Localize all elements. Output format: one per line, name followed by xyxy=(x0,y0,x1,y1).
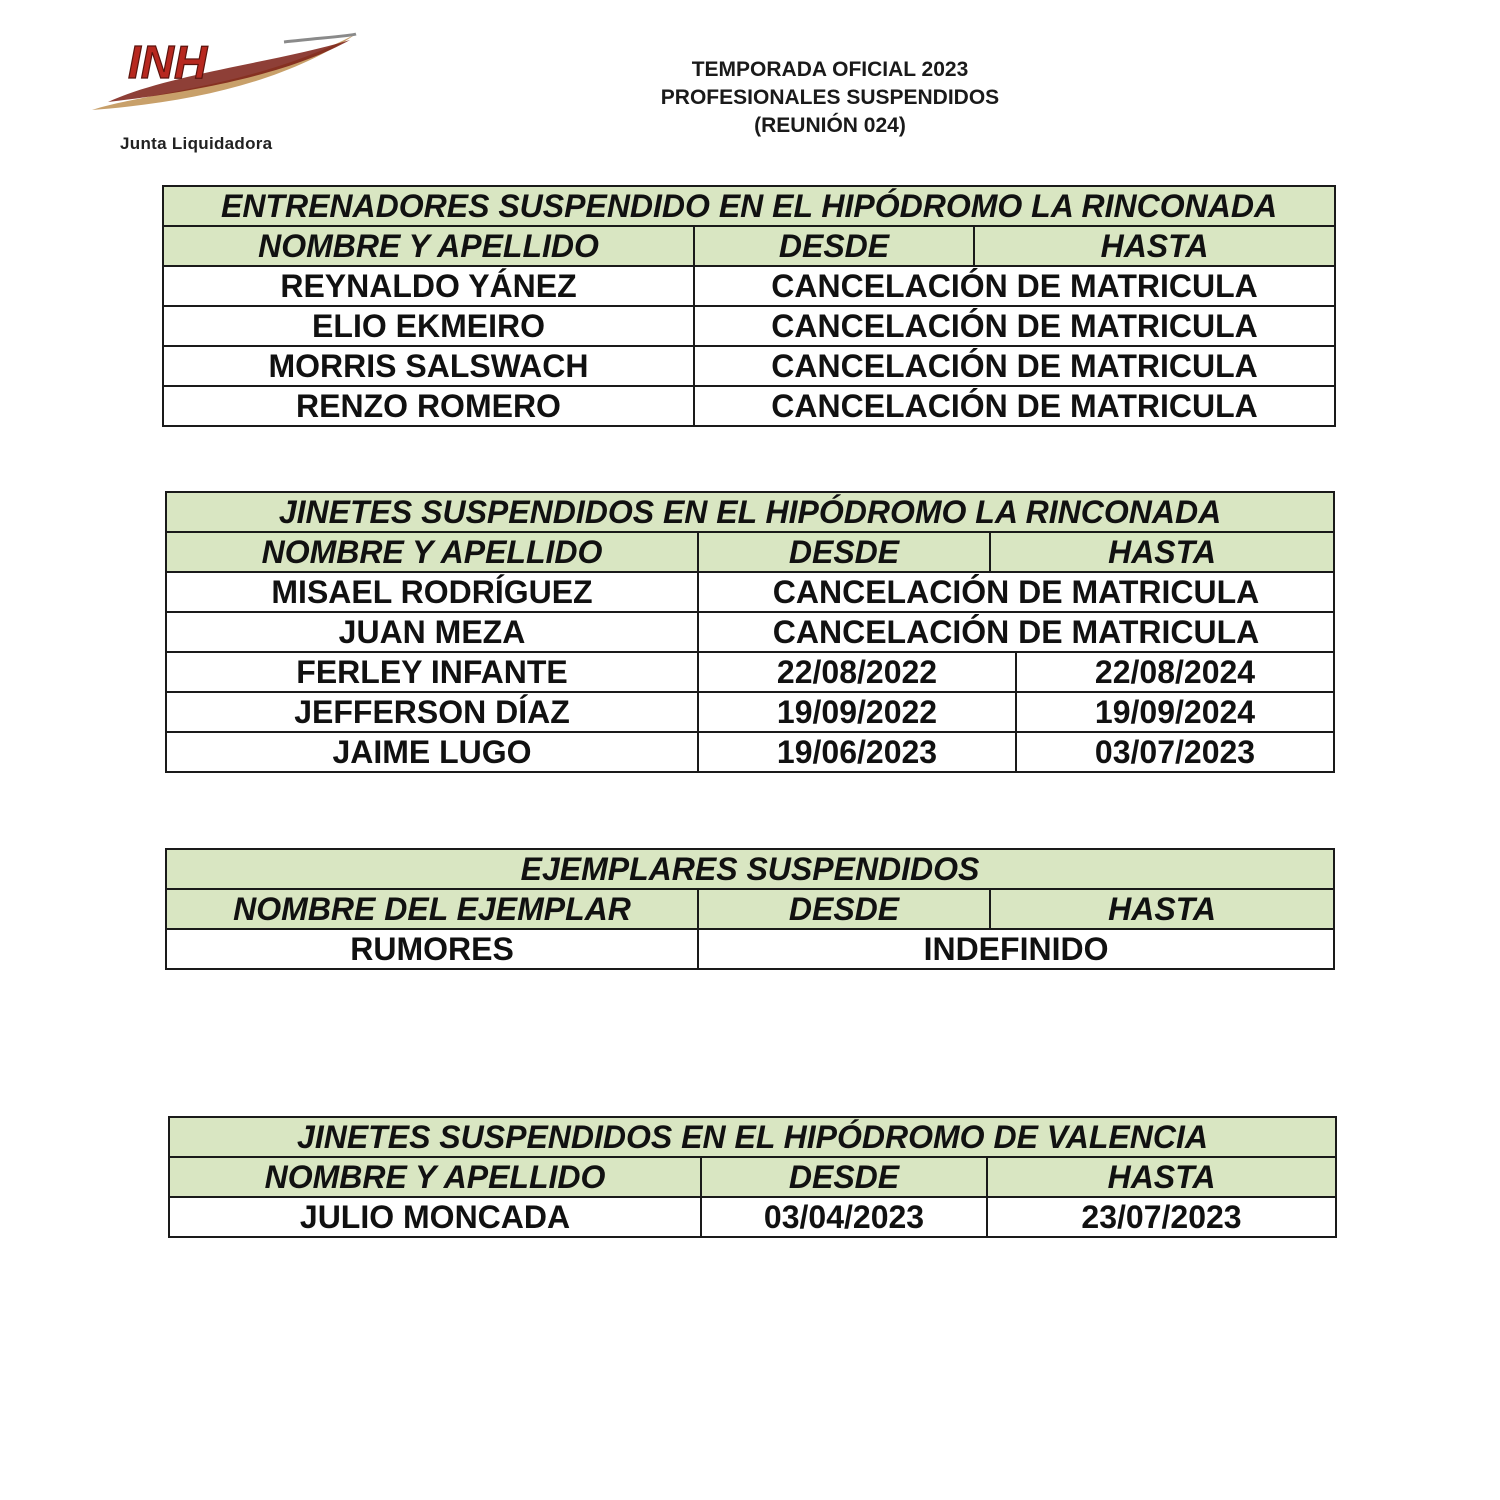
column-header-from: DESDE xyxy=(698,532,990,572)
table-row xyxy=(163,306,1335,346)
table-row xyxy=(166,572,1334,612)
name-cell: JEFFERSON DÍAZ xyxy=(166,692,698,732)
column-header-to: HASTA xyxy=(974,226,1335,266)
to-date-cell: 23/07/2023 xyxy=(987,1197,1336,1237)
table-title: ENTRENADORES SUSPENDIDO EN EL HIPÓDROMO LA RINCONADA xyxy=(163,186,1335,226)
inh-logo-icon xyxy=(88,22,360,122)
table-row xyxy=(166,612,1334,652)
from-date-cell: 19/09/2022 xyxy=(698,692,1016,732)
name-cell: REYNALDO YÁNEZ xyxy=(163,266,694,306)
table-row xyxy=(163,266,1335,306)
column-header-to: HASTA xyxy=(987,1157,1336,1197)
column-header-name: NOMBRE Y APELLIDO xyxy=(169,1157,701,1197)
column-header-to: HASTA xyxy=(990,532,1334,572)
table-row xyxy=(166,929,1334,969)
status-cell: CANCELACIÓN DE MATRICULA xyxy=(694,346,1335,386)
from-date-cell: 19/06/2023 xyxy=(698,732,1016,772)
table-row xyxy=(169,1197,1336,1237)
name-cell: JUAN MEZA xyxy=(166,612,698,652)
table-row xyxy=(166,692,1334,732)
name-cell: FERLEY INFANTE xyxy=(166,652,698,692)
status-cell: CANCELACIÓN DE MATRICULA xyxy=(698,572,1334,612)
table-row xyxy=(163,346,1335,386)
horses-table xyxy=(165,848,1335,970)
document-header xyxy=(580,56,1080,140)
to-date-cell: 19/09/2024 xyxy=(1016,692,1334,732)
column-header-to: HASTA xyxy=(990,889,1334,929)
table-title: EJEMPLARES SUSPENDIDOS xyxy=(166,849,1334,889)
status-cell: CANCELACIÓN DE MATRICULA xyxy=(698,612,1334,652)
table-title: JINETES SUSPENDIDOS EN EL HIPÓDROMO LA RINCONADA xyxy=(166,492,1334,532)
name-cell: JULIO MONCADA xyxy=(169,1197,701,1237)
table-title: JINETES SUSPENDIDOS EN EL HIPÓDROMO DE VALENCIA xyxy=(169,1117,1336,1157)
jockeys-valencia-table xyxy=(168,1116,1337,1238)
column-header-name: NOMBRE Y APELLIDO xyxy=(166,532,698,572)
name-cell: RUMORES xyxy=(166,929,698,969)
status-cell: CANCELACIÓN DE MATRICULA xyxy=(694,266,1335,306)
status-cell: CANCELACIÓN DE MATRICULA xyxy=(694,386,1335,426)
column-header-from: DESDE xyxy=(701,1157,987,1197)
table-row xyxy=(166,732,1334,772)
from-date-cell: 03/04/2023 xyxy=(701,1197,987,1237)
table-row xyxy=(166,652,1334,692)
table-row xyxy=(163,386,1335,426)
jockeys-rinconada-table xyxy=(165,491,1335,773)
from-date-cell: 22/08/2022 xyxy=(698,652,1016,692)
header-line-1: TEMPORADA OFICIAL 2023 xyxy=(691,58,969,81)
column-header-from: DESDE xyxy=(698,889,990,929)
trainers-rinconada-table xyxy=(162,185,1336,427)
column-header-name: NOMBRE DEL EJEMPLAR xyxy=(166,889,698,929)
name-cell: JAIME LUGO xyxy=(166,732,698,772)
column-header-name: NOMBRE Y APELLIDO xyxy=(163,226,694,266)
status-cell: INDEFINIDO xyxy=(698,929,1334,969)
header-line-2: PROFESIONALES SUSPENDIDOS xyxy=(660,86,1000,109)
status-cell: CANCELACIÓN DE MATRICULA xyxy=(694,306,1335,346)
logo-text: INH xyxy=(128,36,208,88)
name-cell: MORRIS SALSWACH xyxy=(163,346,694,386)
header-line-3: (REUNIÓN 024) xyxy=(754,114,906,137)
name-cell: RENZO ROMERO xyxy=(163,386,694,426)
to-date-cell: 22/08/2024 xyxy=(1016,652,1334,692)
column-header-from: DESDE xyxy=(694,226,974,266)
name-cell: ELIO EKMEIRO xyxy=(163,306,694,346)
to-date-cell: 03/07/2023 xyxy=(1016,732,1334,772)
name-cell: MISAEL RODRÍGUEZ xyxy=(166,572,698,612)
logo-subtitle: Junta Liquidadora xyxy=(120,134,273,153)
